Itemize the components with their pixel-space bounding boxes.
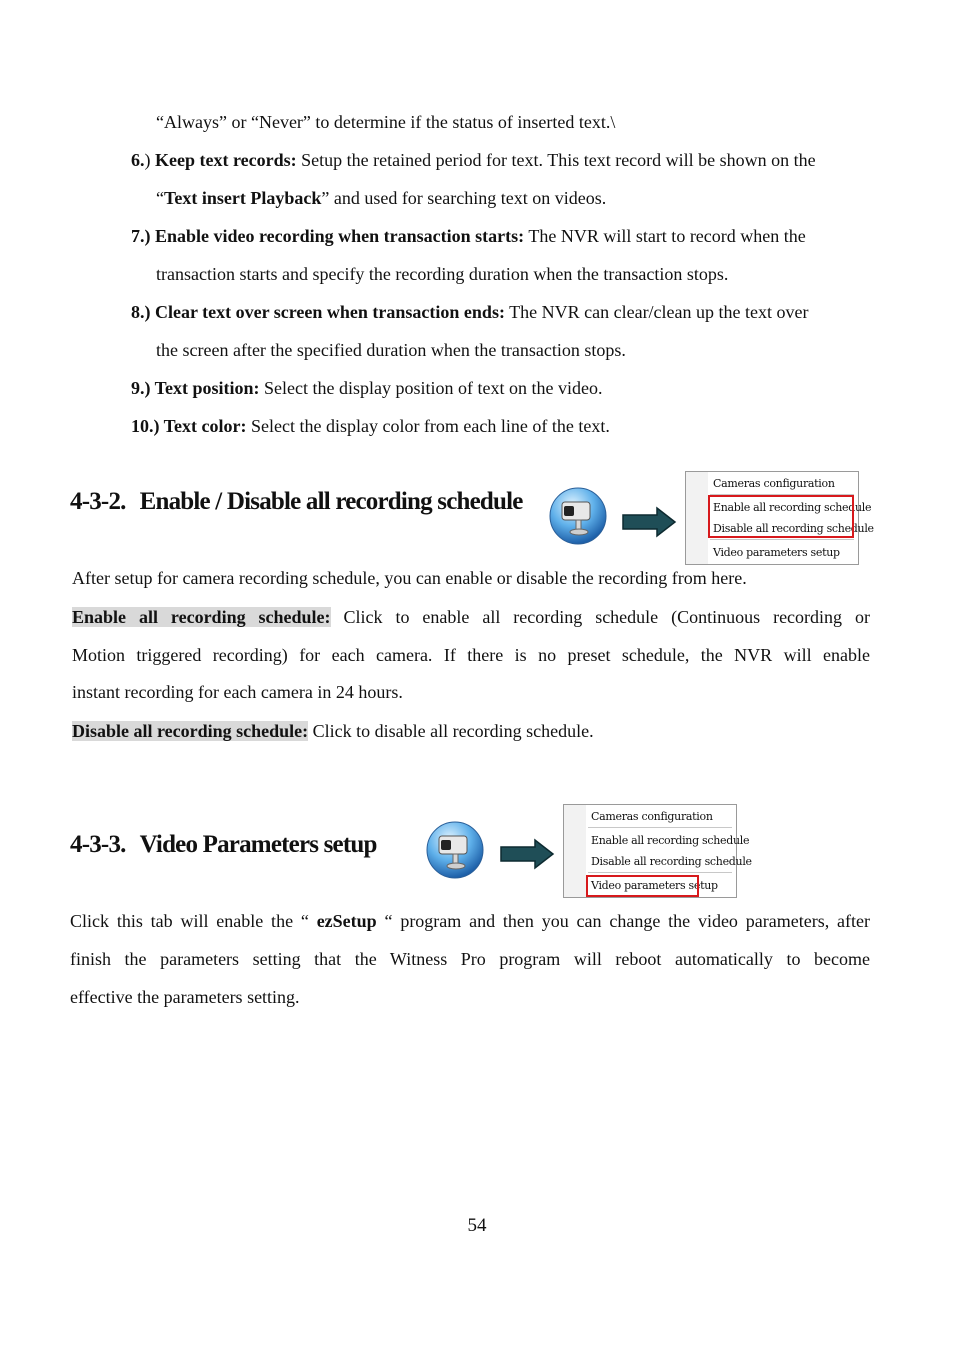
quote-open: “	[156, 188, 164, 208]
bold-term: Text insert Playback	[164, 188, 322, 208]
list-continuation-line	[156, 111, 615, 133]
enable-paragraph-line1	[72, 598, 870, 636]
list-item-7	[131, 225, 806, 247]
highlight-box	[708, 495, 854, 538]
item-text: The NVR can clear/clean up the text over	[504, 302, 809, 322]
menu-separator	[588, 872, 732, 873]
text-fragment: instant recording for each camera in 24 hours.	[72, 682, 403, 702]
menu-item-cameras-configuration[interactable]: Cameras configuration	[591, 810, 713, 823]
item-text: Select the display color from each line of the text.	[246, 416, 610, 436]
menu-separator	[710, 539, 854, 540]
text-fragment: Click to disable all recording schedule.	[308, 721, 594, 741]
enable-paragraph-line2	[72, 636, 870, 674]
menu-item-enable-all-recording[interactable]: Enable all recording schedule	[591, 834, 750, 847]
list-item-8-line2	[156, 339, 626, 361]
menu-item-video-parameters-setup[interactable]: Video parameters setup	[713, 546, 840, 559]
menu-gutter	[686, 472, 708, 564]
menu-gutter	[564, 805, 586, 897]
item-label: 9.) Text position:	[131, 378, 260, 398]
context-menu-screenshot	[563, 804, 752, 898]
disable-paragraph	[72, 720, 594, 742]
item-text: The NVR will start to record when the	[524, 226, 806, 246]
menu-item-cameras-configuration[interactable]: Cameras configuration	[713, 477, 835, 490]
menu-item-disable-all-recording[interactable]: Disable all recording schedule	[713, 522, 874, 535]
list-item-10	[131, 415, 610, 437]
menu-item-disable-all-recording[interactable]: Disable all recording schedule	[591, 855, 752, 868]
enable-label: Enable all recording schedule:	[72, 607, 331, 627]
list-item-8	[131, 301, 809, 323]
item-paren: )	[144, 150, 151, 170]
camera-icon	[425, 820, 485, 880]
camera-icon	[548, 486, 608, 546]
bold-term: ezSetup	[316, 911, 377, 931]
item-label: 7.) Enable video recording when transaction starts:	[131, 226, 525, 246]
section-title: Video Parameters setup	[139, 831, 377, 858]
text-fragment: Click to enable all recording schedule (Continuous recording or	[330, 607, 870, 627]
list-item-7-line2	[156, 263, 728, 285]
item-text: transaction starts and specify the recording duration when the transaction stops.	[156, 264, 729, 284]
section-heading-4-3-3	[70, 831, 377, 859]
text-fragment: Click this tab will enable the “	[70, 911, 317, 931]
item-number: 6.	[131, 150, 145, 170]
enable-paragraph-line3	[72, 681, 403, 703]
item-text: Setup the retained period for text. This text record will be shown on the	[296, 150, 816, 170]
text-fragment: “ program and then you can change the video parameters, after	[376, 911, 870, 931]
disable-label: Disable all recording schedule:	[72, 721, 309, 741]
list-item-6	[131, 149, 816, 171]
item-label: Keep text records:	[155, 150, 297, 170]
item-label: 10.) Text color:	[131, 416, 247, 436]
section-title: Enable / Disable all recording schedule	[139, 488, 523, 515]
arrow-right-icon	[499, 838, 555, 870]
context-menu-screenshot	[685, 471, 874, 565]
item-text: the screen after the specified duration when the transaction stops.	[156, 340, 626, 360]
text-fragment: “Always” or “Never” to determine if the status of inserted text.\	[156, 112, 616, 132]
item-label: 8.) Clear text over screen when transaction ends:	[131, 302, 505, 322]
list-item-9	[131, 377, 602, 399]
section-number: 4-3-2.	[70, 488, 126, 515]
menu-separator	[588, 827, 732, 828]
page-number: 54	[467, 1215, 487, 1236]
section-433-paragraph-line2	[70, 940, 870, 978]
arrow-right-icon	[621, 506, 677, 538]
section-number: 4-3-3.	[70, 831, 126, 858]
menu-item-video-parameters-setup[interactable]: Video parameters setup	[591, 879, 718, 892]
section-433-paragraph-line1	[70, 902, 870, 940]
item-text: Select the display position of text on the video.	[259, 378, 603, 398]
highlight-box	[586, 875, 699, 897]
section-433-paragraph-line3	[70, 986, 300, 1008]
text-fragment: Motion triggered recording) for each camera. If there is no preset schedule, the NVR will enable	[72, 645, 870, 665]
text-fragment: After setup for camera recording schedule, you can enable or disable the recording from here.	[72, 568, 747, 588]
text-fragment: finish the parameters setting that the Witness Pro program will reboot automatically to become	[70, 949, 870, 969]
section-heading-4-3-2	[70, 488, 523, 516]
text-fragment: effective the parameters setting.	[70, 987, 300, 1007]
list-item-6-line2	[156, 187, 606, 209]
item-text: ” and used for searching text on videos.	[321, 188, 607, 208]
section-intro	[72, 567, 747, 589]
menu-item-enable-all-recording[interactable]: Enable all recording schedule	[713, 501, 872, 514]
